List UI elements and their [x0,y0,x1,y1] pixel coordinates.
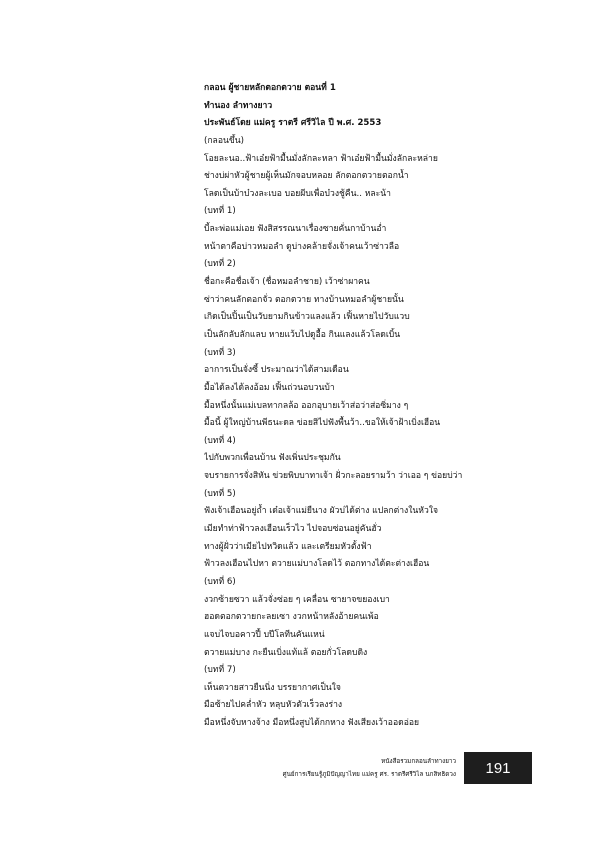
poem-title: กลอน ผู้ชายหลักตอกตวาย ตอนที่ 1 [204,83,336,93]
poem-line: แจบไจบอคาวปี้ บปีโลทีนคันแหน่ [204,629,325,640]
page-number-box [464,752,532,784]
poem-line: ซ่าว่าคนลักตอกจั่ว ตอกตวาย ทางบ้านหมอลำผู้ชายนั้น [204,294,404,305]
poem-line: ชื่อกะคือชื่อเจ้า (ชื่อหมอลำชาย) เว้าซ่าผาคน [204,277,370,288]
poem-line: (บทที่ 3) [204,347,236,358]
poem-line: (กลอนขึ้น) [204,135,244,146]
poem-line: มือหนึ่งจับหางจ้าง มือหนึ่งสูบได้กกหาง ฟังเสียงเว้าออดอ่อย [204,718,420,729]
poem-line: (บทที่ 6) [204,576,236,587]
melody-line: ทำนอง ลำทางยาว [204,100,273,111]
poem-line: งวกซ้ายซวา แล้วจั่งซ่อย ๆ เคลื่อน ซายาจขยองเบา [204,594,390,605]
poem-line: มื้อหนึ่งนั้นแม่เบลทากลล้อ ออกอุบายเว้าส่อว่าส่อซิ่มาง ๆ [204,400,409,411]
poem-line: ช่างบ่ผ่าหัวผู้ชายผู้เห็นมักจอบหลอย ลักตอกตวายตอกน้ำ [204,171,409,182]
learning-center-name: ศูนย์การเรียนรู้ภูมิปัญญาไทย แม่ครู ศร. ราตรีศรีวิไล นกสิทธิดวง [282,771,456,778]
poem-line: เป็นลักลับลักแลบ หายแว้บไปดูอื้อ กินแลงแล้วโลดเบิ้น [204,329,401,340]
poem-line: (บทที่ 7) [204,665,236,676]
poem-line: มื้อได้ลงได้ลงอ้อม เฟิ้นถ่วนอบวนบ้า [204,382,335,393]
poem-line: (บทที่ 4) [204,435,236,446]
poem-line: เกิดเป็นปิ้นเป็นวับยามกินข้าวแลงแล้ว เฟิ้นหายไปวับแวบ [204,312,410,323]
book-title: หนังสือรวมกลอนลำทางยาว [381,758,456,765]
poem-line: ฟังเจ้าเฮือนอยู่ถ้ำ เด๋อเจ้าแม่ยืนาง ผัวบ่ได้ต่าง แปลกต่างในหัวใจ [204,506,439,517]
poem-line: โอยละนอ..ฟ้าเอ๋ยฟ้ามื้นมั่งลักละหลา ฟ้าเอ๋ยฟ้ามื้นมั่งลักละหล่าย [204,153,438,164]
poem-line: โลดเป็นบ้าบ๋วงละเบอ บอยผีบเพื่อบ๋วงชู้คืน.. หละน้า [204,188,391,199]
poem-line: ฮอดตอกตวายกะลยเซา งวกหน้าหลังอ้ายคนเพ้อ [204,612,379,623]
poem-line: (บทที่ 1) [204,206,236,217]
poem-line: ทางผู้ฝั่วว่าเมียไปหวิดแล้ว และเตรียมหัวตั้งฟ้า [204,541,372,552]
poem-lines [204,133,544,733]
poem-line: เห็นตวายสาวยืนนิ่ง บรรยากาศเป็นใจ [204,682,341,693]
page-footer [196,752,532,792]
page-number: 191 [485,759,511,777]
poem-line: อาการเป็นจั่งซี้ ประมาณว่าได้สามเดือน [204,365,349,376]
poem-line: บี้ละพ่อแม่เอย ฟังสิสรรณนาเรื่องซายคั่นกาบ้านอ่ำ [204,224,387,235]
poem-line: (บทที่ 5) [204,488,236,499]
composer-line: ประพันธ์โดย แม่ครู ราตรี ศรีวิไล ปี พ.ศ. 2553 [204,118,382,129]
poem-line: มือซ้ายไปคล่ำหัว หลุบหัวตัวเร็วลงร่าง [204,700,343,711]
poem-line: จบรายการจั่งสิหัน ข่วยพิบบาทาเจ้า ฝั่วกะลอยรามว้า ว่าเออ ๆ ข่อยบ่ว่า [204,471,463,482]
poem-line: ตวายแม่บาง กะยืนเบิ่งแท้แล้ ตอยกั่วโลดบดิง [204,647,368,658]
poem-line: มื้อนี้ ผู้ใหญ่บ้านพีธนะดล ข่อยสิไปฟังพื้นว้า..ขอให้เจ้าฝ้าเบิ่งเฮือน [204,418,441,429]
footer-text [283,755,456,781]
document-body [204,80,544,733]
poem-line: เมียทำท่าฟ้าวลงเฮือนเร็วไว ไปจอบซ่อนอยู่คันฮั่ว [204,524,382,535]
poem-line: (บทที่ 2) [204,259,236,270]
poem-line: หน้าตาคือบ่าวหมอลำ ดูบ่างคล้ายจั่งเจ้าคนเว้าซ่าวลือ [204,241,400,252]
poem-line: ฟ้าวลงเฮือนไปหา ตวายแม่บางโลดไว้ ตอกทางได้ตะต่างเฮือน [204,559,430,570]
poem-line: ไปกับพวกเพื่อนบ้าน ฟังเพิ่นประชุมกัน [204,453,341,464]
